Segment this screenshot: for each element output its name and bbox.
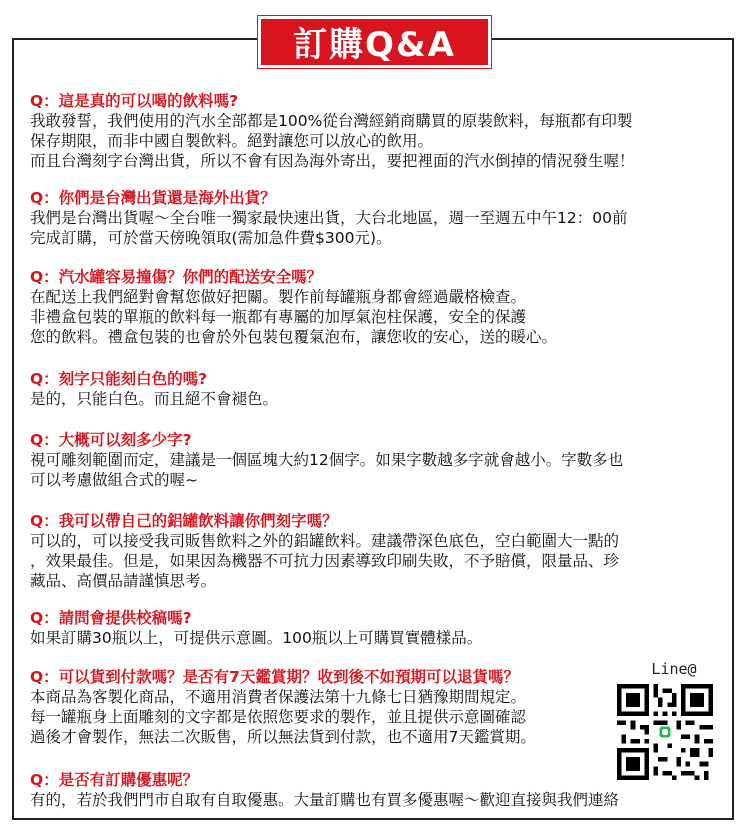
question: Q：你們是台灣出貨還是海外出貨？: [30, 189, 276, 207]
answer-line: 如果訂購30瓶以上，可提供示意圖。100瓶以上可購買實體樣品。: [30, 629, 483, 647]
qa-item-character-count: [30, 430, 730, 490]
line-label: Line@: [632, 660, 716, 678]
page-title: 訂購Q&A: [258, 16, 491, 68]
qa-item-own-cans: [30, 511, 730, 591]
answer-line: 藏品、高價品請謹慎思考。: [30, 572, 217, 590]
qa-item-proof: [30, 608, 730, 648]
question: Q：汽水罐容易撞傷？你們的配送安全嗎？: [30, 268, 323, 286]
answer-line: 可以考慮做組合式的喔~: [30, 471, 198, 489]
answer-line: 我敢發誓，我們使用的汽水全部都是100%從台灣經銷商購買的原裝飲料，每瓶都有印製: [30, 112, 633, 130]
question: Q：這是真的可以喝的飲料嗎?: [30, 92, 239, 110]
answer-line: 而且台灣刻字台灣出貨，所以不會有因為海外寄出，要把裡面的汽水倒掉的情況發生喔！: [30, 152, 635, 170]
question: Q：是否有訂購優惠呢？: [30, 771, 199, 789]
qa-item-delivery-safety: [30, 267, 730, 347]
question: Q：刻字只能刻白色的嗎?: [30, 370, 208, 388]
answer-line: 您的飲料。禮盒包裝的也會於外包裝包覆氣泡布，讓您收的安心，送的暖心。: [30, 328, 558, 346]
answer-line: 在配送上我們絕對會幫您做好把關。製作前每罐瓶身都會經過嚴格檢查。: [30, 288, 527, 306]
answer-line: 可以的，可以接受我司販售飲料之外的鋁罐飲料。建議帶深色底色，空白範圍大一點的: [30, 532, 620, 550]
answer-line: ，效果最佳。但是，如果因為機器不可抗力因素導致印刷失敗，不予賠償，限量品、珍: [30, 552, 620, 570]
qa-item-engraving-color: [30, 369, 730, 409]
qr-code-icon[interactable]: [616, 684, 714, 780]
question: Q：我可以帶自己的鋁罐飲料讓你們刻字嗎？: [30, 512, 338, 530]
answer-line: 有的，若於我們門市自取有自取優惠。大量訂購也有買多優惠喔～歡迎直接與我們連絡: [30, 791, 620, 809]
question: Q：請問會提供校稿嗎?: [30, 609, 192, 627]
answer-line: 完成訂購，可於當天傍晚領取(需加急件費$300元)。: [30, 229, 392, 247]
qa-item-shipping-origin: [30, 188, 730, 248]
question: Q：大概可以刻多少字?: [30, 431, 192, 449]
answer-line: 是的，只能白色。而且絕不會褪色。: [30, 390, 279, 408]
answer-line: 非禮盒包裝的單瓶的飲料每一瓶都有專屬的加厚氣泡柱保護，安全的保護: [30, 308, 527, 326]
question: Q：可以貨到付款嗎？是否有7天鑑賞期？收到後不如預期可以退貨嗎？: [30, 668, 519, 686]
answer-line: 本商品為客製化商品，不適用消費者保護法第十九條七日猶豫期間規定。: [30, 688, 527, 706]
answer-line: 每一罐瓶身上面雕刻的文字都是依照您要求的製作，並且提供示意圖確認: [30, 708, 527, 726]
answer-line: 視可雕刻範圍而定，建議是一個區塊大約12個字。如果字數越多字就會越小。字數多也: [30, 451, 624, 469]
qa-item-authentic: [30, 91, 730, 171]
answer-line: 我們是台灣出貨喔～全台唯一獨家最快速出貨，大台北地區，週一至週五中午12：00前: [30, 209, 628, 227]
answer-line: 過後才會製作，無法二次販售，所以無法貨到付款，也不適用7天鑑賞期。: [30, 728, 536, 746]
answer-line: 保存期限，而非中國自製飲料。絕對讓您可以放心的飲用。: [30, 132, 434, 150]
